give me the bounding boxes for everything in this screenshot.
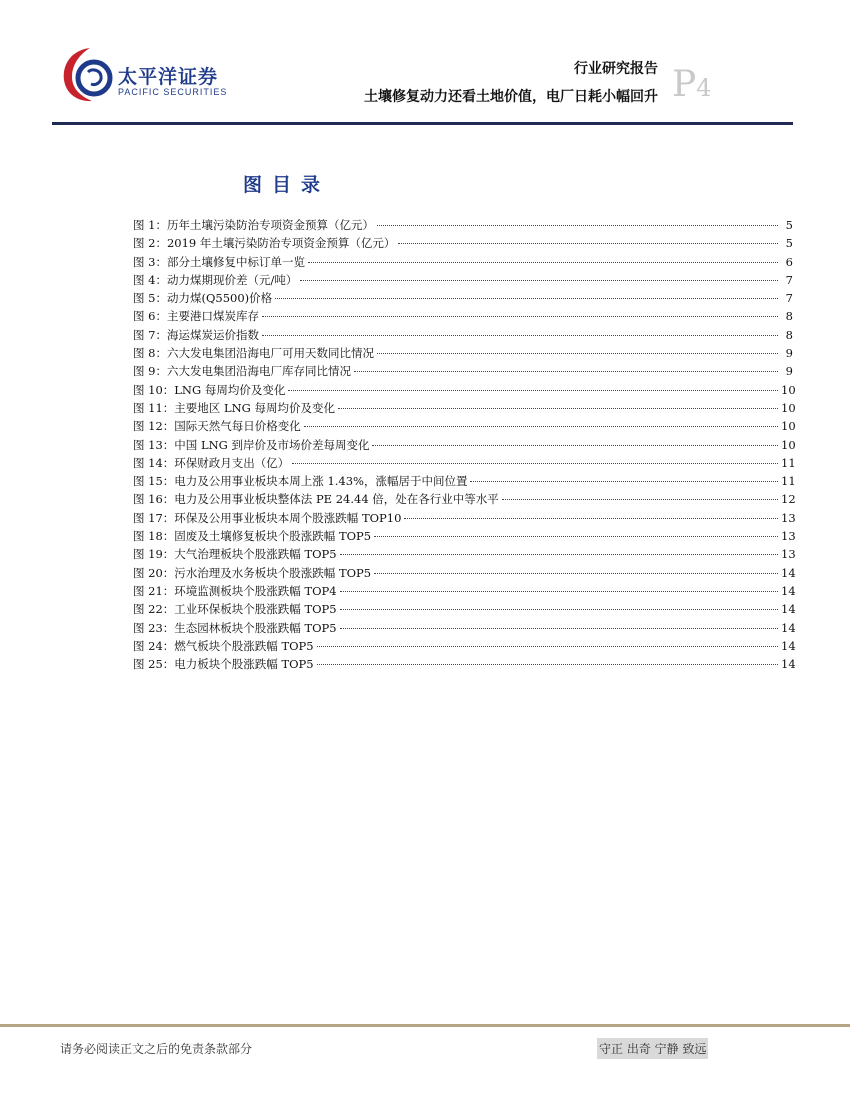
footer-divider xyxy=(0,1024,850,1027)
toc-leader-dots xyxy=(340,609,778,610)
figure-table-of-contents xyxy=(133,216,796,673)
toc-entry-page: 11 xyxy=(781,474,796,489)
toc-leader-dots xyxy=(340,591,778,592)
toc-entry-label: 图 15：电力及公用事业板块本周上涨 1.43%，涨幅居于中间位置 xyxy=(133,474,468,489)
toc-entry-page: 10 xyxy=(781,382,796,397)
toc-entry-page: 14 xyxy=(781,602,796,617)
toc-leader-dots xyxy=(502,499,778,500)
toc-entry-page: 14 xyxy=(781,638,796,653)
toc-entry-label: 图 10：LNG 每周均价及变化 xyxy=(133,382,286,397)
toc-entry-label: 图 19：大气治理板块个股涨跌幅 TOP5 xyxy=(133,547,337,562)
toc-leader-dots xyxy=(300,280,778,281)
toc-leader-dots xyxy=(262,316,778,317)
toc-entry[interactable] xyxy=(133,509,796,527)
toc-entry-label: 图 16：电力及公用事业板块整体法 PE 24.44 倍，处在各行业中等水平 xyxy=(133,492,499,507)
toc-leader-dots xyxy=(317,664,778,665)
toc-entry-label: 图 24：燃气板块个股涨跌幅 TOP5 xyxy=(133,638,314,653)
toc-entry-label: 图 6：主要港口煤炭库存 xyxy=(133,309,259,324)
toc-entry-page: 14 xyxy=(781,620,796,635)
toc-leader-dots xyxy=(292,463,778,464)
toc-leader-dots xyxy=(275,298,778,299)
toc-entry[interactable] xyxy=(133,619,796,637)
toc-entry[interactable] xyxy=(133,582,796,600)
toc-entry-page: 7 xyxy=(785,291,793,306)
toc-entry-label: 图 3：部分土壤修复中标订单一览 xyxy=(133,254,305,269)
toc-entry[interactable] xyxy=(133,637,796,655)
toc-entry-label: 图 12：国际天然气每日价格变化 xyxy=(133,419,301,434)
toc-leader-dots xyxy=(340,554,778,555)
logo-english-name: PACIFIC SECURITIES xyxy=(118,87,228,97)
toc-leader-dots xyxy=(338,408,778,409)
toc-entry-label: 图 13：中国 LNG 到岸价及市场价差每周变化 xyxy=(133,437,370,452)
toc-entry-label: 图 5：动力煤(Q5500)价格 xyxy=(133,291,273,306)
page-letter: P xyxy=(672,64,697,105)
header-divider xyxy=(52,122,793,125)
toc-entry[interactable] xyxy=(133,545,796,563)
report-type: 行业研究报告 xyxy=(574,61,658,77)
toc-entry[interactable] xyxy=(133,271,793,289)
toc-leader-dots xyxy=(262,335,778,336)
toc-entry-label: 图 1：历年土壤污染防治专项资金预算（亿元） xyxy=(133,218,374,232)
toc-entry-label: 图 11：主要地区 LNG 每周均价及变化 xyxy=(133,400,335,415)
toc-entry[interactable] xyxy=(133,600,796,618)
toc-entry-page: 9 xyxy=(785,364,793,379)
toc-leader-dots xyxy=(304,426,778,427)
toc-entry-page: 12 xyxy=(781,492,796,507)
toc-entry-page: 10 xyxy=(781,419,796,434)
toc-entry-label: 图 21：环境监测板块个股涨跌幅 TOP4 xyxy=(133,583,337,598)
logo-icon xyxy=(60,44,116,104)
toc-entry[interactable] xyxy=(133,472,796,490)
toc-entry-page: 13 xyxy=(781,510,796,525)
toc-entry-page: 6 xyxy=(785,254,793,269)
page-number: 4 xyxy=(696,74,712,102)
toc-entry-page: 13 xyxy=(781,547,796,562)
toc-entry-page: 7 xyxy=(785,272,793,287)
toc-entry-page: 5 xyxy=(785,218,793,232)
toc-entry-label: 图 18：固废及土壤修复板块个股涨跌幅 TOP5 xyxy=(133,529,372,544)
toc-entry-page: 9 xyxy=(785,346,793,361)
toc-entry-label: 图 25：电力板块个股涨跌幅 TOP5 xyxy=(133,657,314,672)
report-title: 土壤修复动力还看土地价值，电厂日耗小幅回升 xyxy=(364,89,658,105)
toc-entry[interactable] xyxy=(133,307,793,325)
toc-leader-dots xyxy=(398,243,778,244)
toc-entry[interactable] xyxy=(133,436,796,454)
toc-leader-dots xyxy=(470,481,778,482)
toc-leader-dots xyxy=(377,353,778,354)
toc-entry-page: 14 xyxy=(781,583,796,598)
toc-entry[interactable] xyxy=(133,216,793,234)
toc-leader-dots xyxy=(374,573,778,574)
toc-entry[interactable] xyxy=(133,326,793,344)
toc-leader-dots xyxy=(374,536,778,537)
toc-entry[interactable] xyxy=(133,490,796,508)
toc-entry-label: 图 2：2019 年土壤污染防治专项资金预算（亿元） xyxy=(133,236,396,251)
toc-leader-dots xyxy=(317,646,778,647)
page-number-mark xyxy=(672,64,712,105)
toc-entry[interactable] xyxy=(133,527,796,545)
toc-entry-label: 图 8：六大发电集团沿海电厂可用天数同比情况 xyxy=(133,346,374,361)
toc-entry[interactable] xyxy=(133,362,793,380)
toc-entry-label: 图 7：海运煤炭运价指数 xyxy=(133,327,259,342)
toc-entry[interactable] xyxy=(133,289,793,307)
toc-entry[interactable] xyxy=(133,454,796,472)
toc-entry[interactable] xyxy=(133,344,793,362)
toc-entry-label: 图 20：污水治理及水务板块个股涨跌幅 TOP5 xyxy=(133,565,372,580)
toc-entry-page: 14 xyxy=(781,565,796,580)
footer-disclaimer: 请务必阅读正文之后的免责条款部分 xyxy=(60,1042,253,1056)
company-logo xyxy=(60,44,280,104)
toc-leader-dots xyxy=(404,518,778,519)
toc-entry-page: 8 xyxy=(785,327,793,342)
toc-leader-dots xyxy=(308,262,778,263)
toc-entry-page: 11 xyxy=(781,455,796,470)
toc-entry[interactable] xyxy=(133,234,793,252)
toc-entry[interactable] xyxy=(133,399,796,417)
toc-entry[interactable] xyxy=(133,417,796,435)
toc-entry-label: 图 9：六大发电集团沿海电厂库存同比情况 xyxy=(133,364,351,379)
toc-leader-dots xyxy=(354,371,778,372)
toc-entry-page: 14 xyxy=(781,657,796,672)
toc-entry-page: 10 xyxy=(781,437,796,452)
toc-entry-page: 10 xyxy=(781,400,796,415)
toc-entry-label: 图 17：环保及公用事业板块本周个股涨跌幅 TOP10 xyxy=(133,510,402,525)
toc-entry[interactable] xyxy=(133,381,796,399)
toc-entry-page: 8 xyxy=(785,309,793,324)
toc-title: 图目录 xyxy=(243,174,331,196)
toc-leader-dots xyxy=(377,225,778,226)
logo-chinese-name: 太平洋证券 xyxy=(118,66,219,88)
toc-entry-label: 图 14：环保财政月支出（亿） xyxy=(133,455,290,470)
toc-leader-dots xyxy=(372,445,778,446)
toc-leader-dots xyxy=(340,628,778,629)
toc-entry-page: 5 xyxy=(785,236,793,251)
toc-entry-label: 图 4：动力煤期现价差（元/吨） xyxy=(133,272,298,287)
toc-entry-page: 13 xyxy=(781,529,796,544)
footer-motto: 守正 出奇 宁静 致远 xyxy=(597,1038,708,1059)
toc-entry-label: 图 22：工业环保板块个股涨跌幅 TOP5 xyxy=(133,602,337,617)
toc-entry-label: 图 23：生态园林板块个股涨跌幅 TOP5 xyxy=(133,620,337,635)
toc-leader-dots xyxy=(288,390,778,391)
toc-entry[interactable] xyxy=(133,655,796,673)
toc-entry[interactable] xyxy=(133,253,793,271)
toc-entry[interactable] xyxy=(133,564,796,582)
